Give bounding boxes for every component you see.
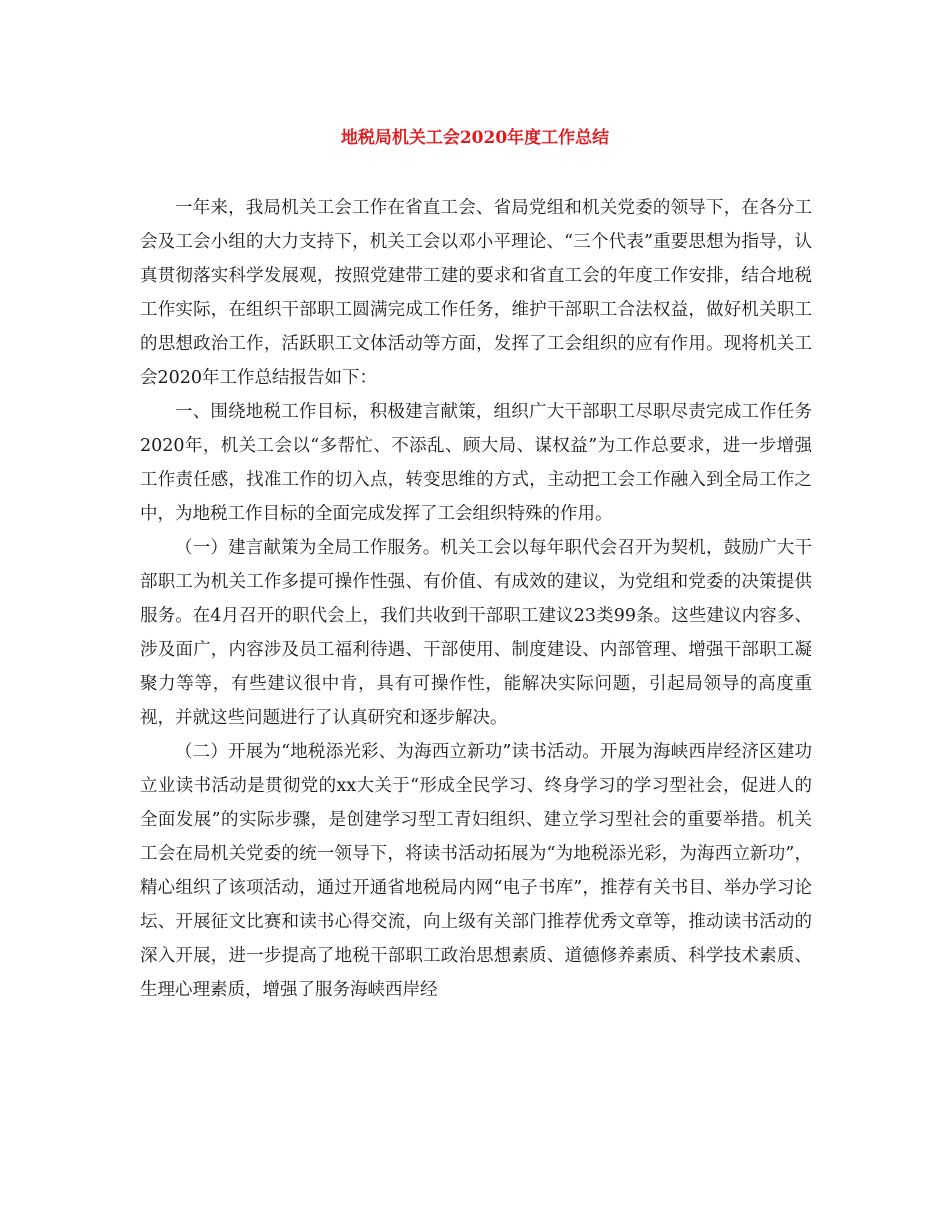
document-body [140,191,812,1007]
document-title: 地税局机关工会2020年度工作总结 [340,128,610,148]
paragraph-intro: 一年来，我局机关工会工作在省直工会、省局党组和机关党委的领导下，在各分工会及工会小组的大力支持下，机关工会以邓小平理论、“三个代表”重要思想为指导，认真贯彻落实科学发展观，按照党建带工建的要求和省直工会的年度工作安排，结合地税工作实际，在组织干部职工圆满完成工作任务，维护干部职工合法权益，做好机关职工的思想政治工作，活跃职工文体活动等方面，发挥了工会组织的应有作用。现将机关工会2020年工作总结报告如下： [140,198,812,388]
paragraph-section-1: 一、围绕地税工作目标，积极建言献策，组织广大干部职工尽职尽责完成工作任务2020年，机关工会以“多帮忙、不添乱、顾大局、谋权益”为工作总要求，进一步增强工作责任感，找准工作的切入点，转变思维的方式，主动把工会工作融入到全局工作之中，为地税工作目标的全面完成发挥了工会组织特殊的作用。 [140,402,812,524]
paragraph-subsection-1: （一）建言献策为全局工作服务。机关工会以每年职代会召开为契机，鼓励广大干部职工为机关工作多提可操作性强、有价值、有成效的建议，为党组和党委的决策提供服务。在4月召开的职代会上，我们共收到干部职工建议23类99条。这些建议内容多、涉及面广，内容涉及员工福利待遇、干部使用、制度建设、内部管理、增强干部职工凝聚力等等，有些建议很中肯，具有可操作性，能解决实际问题，引起局领导的高度重视，并就这些问题进行了认真研究和逐步解决。 [140,538,812,728]
paragraph-subsection-2: （二）开展为“地税添光彩、为海西立新功”读书活动。开展为海峡西岸经济区建功立业读书活动是贯彻党的xx大关于“形成全民学习、终身学习的学习型社会，促进人的全面发展”的实际步骤，是创建学习型工青妇组织、建立学习型社会的重要举措。机关工会在局机关党委的统一领导下，将读书活动拓展为“为地税添光彩，为海西立新功”，精心组织了该项活动，通过开通省地税局内网“电子书库”，推荐有关书目、举办学习论坛、开展征文比赛和读书心得交流，向上级有关部门推荐优秀文章等，推动读书活动的深入开展，进一步提高了地税干部职工政治思想素质、道德修养素质、科学技术素质、生理心理素质，增强了服务海峡西岸经 [140,742,812,1000]
